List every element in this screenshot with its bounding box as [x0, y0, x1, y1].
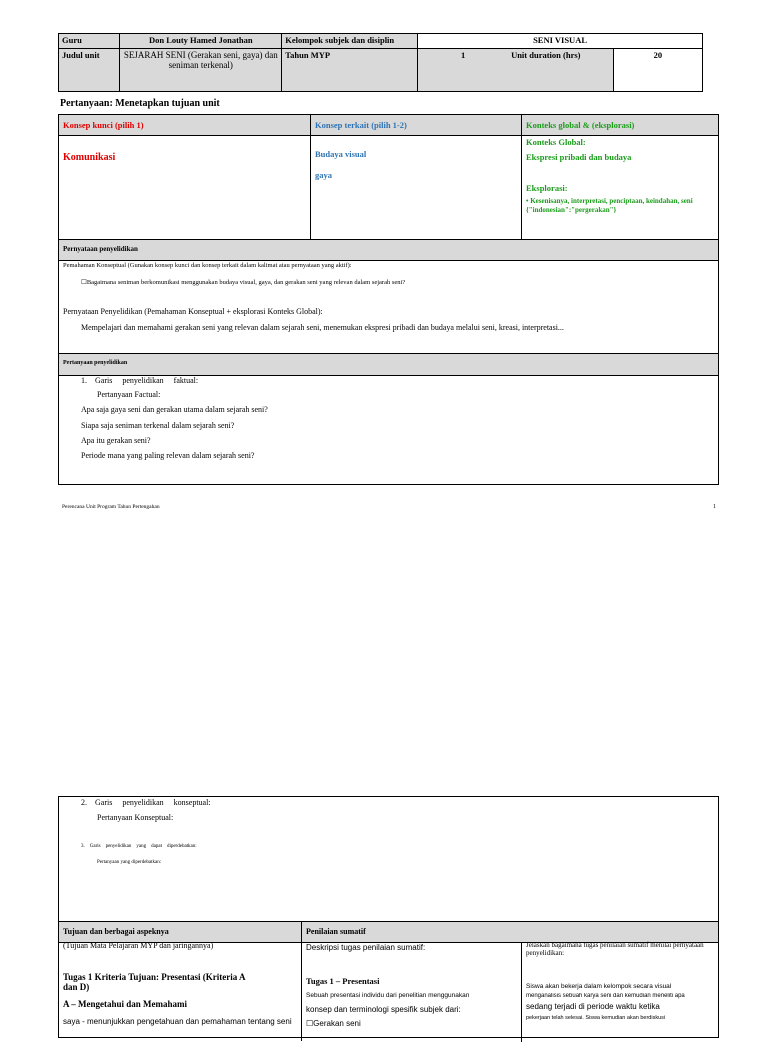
inquiry-statement-label: Pernyataan Penyelidikan (Pemahaman Konseptual + eksplorasi Konteks Global):: [63, 307, 323, 316]
page-number: 1: [713, 504, 716, 510]
objectives-subtitle: (Tujuan Mata Pelajaran MYP dan jaringannya): [63, 941, 214, 950]
unit-header-table: [58, 33, 703, 92]
kelompok-label: Kelompok subjek dan disiplin: [282, 34, 418, 49]
inquiry-statement-text: Mempelajari dan memahami gerakan seni yang relevan dalam sejarah seni, menemukan ekspresi pribadi dan budaya melalui seni, kreasi, interpretasi...: [81, 323, 564, 332]
factual-question-1: Apa saja gaya seni dan gerakan utama dalam sejarah seni?: [81, 405, 268, 414]
global-context-label: Konteks Global:: [526, 137, 586, 147]
explain-line-4: pekerjaan telah selesai. Siswa kemudian akan berdiskusi: [526, 1015, 666, 1021]
continuation-table: [58, 796, 719, 1038]
task1-item: ☐Gerakan seni: [306, 1019, 361, 1028]
factual-question-2: Siapa saja seniman terkenal dalam sejarah seni?: [81, 421, 235, 430]
section-title: Pertanyaan: Menetapkan tujuan unit: [60, 98, 220, 109]
explain-line-2: menganalisis sebuah karya seni dan kemudian meneliti apa: [526, 993, 685, 999]
exploration-value: • Kesenisanya, interpretasi, penciptaan, keindahan, seni {"indonesian":"pergerakan"}: [526, 197, 693, 214]
related-concept-1: Budaya visual: [315, 149, 367, 159]
task1-criteria: Tugas 1 Kriteria Tujuan: Presentasi (Kriteria A dan D): [63, 972, 246, 992]
inquiry-questions-header: Pertanyaan penyelidikan: [63, 360, 128, 366]
key-concept-header: Konsep kunci (pilih 1): [63, 120, 144, 130]
duration-label: Unit duration (hrs): [511, 50, 581, 60]
guru-value: Don Louty Hamed Jonathan: [120, 34, 282, 49]
task1-title: Tugas 1 – Presentasi: [306, 976, 380, 986]
task1-desc: Sebuah presentasi individu dari penelitian menggunakan: [306, 992, 470, 999]
key-concept-value: Komunikasi: [63, 152, 116, 163]
criteria-a-desc: saya - menunjukkan pengetahuan dan pemahaman tentang seni: [63, 1017, 292, 1026]
factual-title: 1. Garis penyelidikan faktual:: [81, 376, 199, 385]
debatable-title: 3. Garis penyelidikan yang dapat diperdebatkan:: [81, 844, 197, 849]
kelompok-value: SENI VISUAL: [418, 34, 703, 49]
explain-line-1: Siswa akan bekerja dalam kelompok secara visual: [526, 983, 672, 990]
tahun-label: Tahun MYP: [282, 49, 418, 92]
task1-desc-2: konsep dan terminologi spesifik subjek dari:: [306, 1005, 461, 1014]
tahun-value: 1: [460, 50, 466, 60]
task-description-label: Deskripsi tugas penilaian sumatif:: [306, 943, 426, 952]
criteria-a-title: A – Mengetahui dan Memahami: [63, 999, 188, 1009]
objectives-header: Tujuan dan berbagai aspeknya: [63, 927, 169, 936]
guru-label: Guru: [59, 34, 120, 49]
factual-question-3: Apa itu gerakan seni?: [81, 436, 151, 445]
global-context-header: Konteks global & (eksplorasi): [526, 120, 635, 130]
global-context-value: Ekspresi pribadi dan budaya: [526, 152, 632, 162]
judul-value: SEJARAH SENI (Gerakan seni, gaya) dan seniman terkenal): [120, 49, 282, 92]
exploration-label: Eksplorasi:: [526, 183, 568, 193]
planning-table: [58, 114, 719, 485]
factual-question-4: Periode mana yang paling relevan dalam sejarah seni?: [81, 451, 255, 460]
explain-line-3: sedang terjadi di periode waktu ketika: [526, 1002, 660, 1011]
debatable-label: Pertanyaan yang diperdebatkan:: [97, 860, 162, 865]
related-concept-2: gaya: [315, 170, 332, 180]
conceptual-label: Pertanyaan Konseptual:: [97, 813, 174, 822]
conceptual-title: 2. Garis penyelidikan konseptual:: [81, 798, 211, 807]
conceptual-understanding-intro: Pemahaman Konseptual (Gunakan konsep kunci dan konsep terkait dalam kalimat atau pernyataan yang aktif):: [63, 262, 352, 269]
duration-value: 20: [613, 49, 702, 92]
factual-label: Pertanyaan Factual:: [97, 390, 161, 399]
judul-label: Judul unit: [59, 49, 120, 92]
inquiry-statement-header: Pernyataan penyelidikan: [63, 245, 138, 253]
conceptual-understanding-question: ☐Bagaimana seniman berkomunikasi menggunakan budaya visual, gaya, dan gerakan seni yang relevan dalam sejarah seni?: [81, 279, 406, 286]
page-footer-title: Perencana Unit Program Tahun Pertengahan: [62, 504, 160, 510]
explain-label: Jelaskan bagaimana tugas penilaian sumatif menilai pernyataan penyelidikan:: [526, 941, 704, 957]
summative-header: Penilaian sumatif: [306, 927, 366, 936]
related-concept-header: Konsep terkait (pilih 1-2): [315, 120, 407, 130]
